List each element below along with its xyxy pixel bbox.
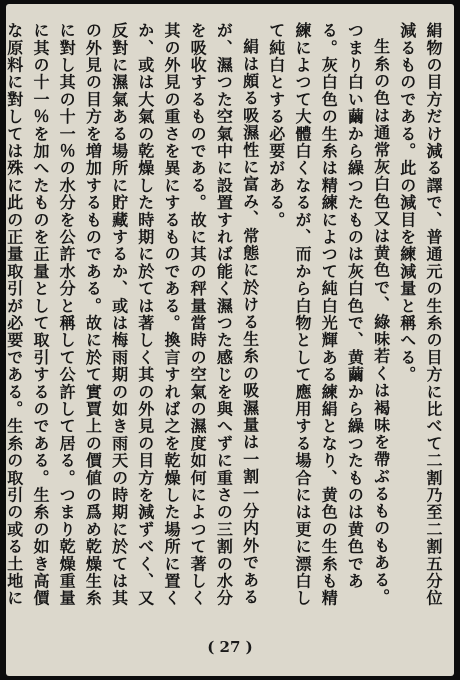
paragraph-1: 絹物の目方だけ減る譯で、普通元の生糸の目方に比べて二割乃至二割五分位減るものである。此の減目を練減量と稱へる。 — [397, 22, 443, 607]
vertical-text-body — [4, 22, 446, 622]
paragraph-2: 生糸の色は通常灰白色又は黄色で、綠味若くは褐味を帶ぶるものもある。つまり白い繭から繰つたものは灰白色で、黄繭から繰つたものは黄色である。灰白色の生糸は精練によつて純白光輝ある練絹となり、黄色の生糸も精練によつて大體白くなるが、而から白物として應用する場合には更に漂白して純白とする必要がある。 — [266, 22, 391, 607]
paragraph-3: 絹は頗る吸濕性に富み、常態に於ける生糸の吸濕量は一割一分内外であるが、濕つた空氣中に設置すれば能く濕つた感じを與へずに重さの三割の水分を吸收するものである。故に其の秤量當時の空氣の濕度如何によつて著しく其の外見の重さを異にするものである。換言すれば之を乾燥した場所に置くか、或は大氣の乾燥した時期に於ては著しく其の外見の目方を減ずべく、又反對に濕氣ある場所に貯藏するか、或は梅雨期の如き雨天の時期に於ては其の外見の目方を増加するものである。故に於て實賈上の價値の爲め乾燥生糸に對し其の十一％の水分を公許水分と稱して公許して居る。つまり乾燥重量に其の十一％を加へたものを正量として取引するのである。生糸の如き高價な原料に對しては殊に此の正量取引が必要である。生糸の取引の或る土地に — [4, 22, 260, 607]
book-page — [6, 4, 454, 676]
page-number: ( 27 ) — [207, 638, 253, 656]
